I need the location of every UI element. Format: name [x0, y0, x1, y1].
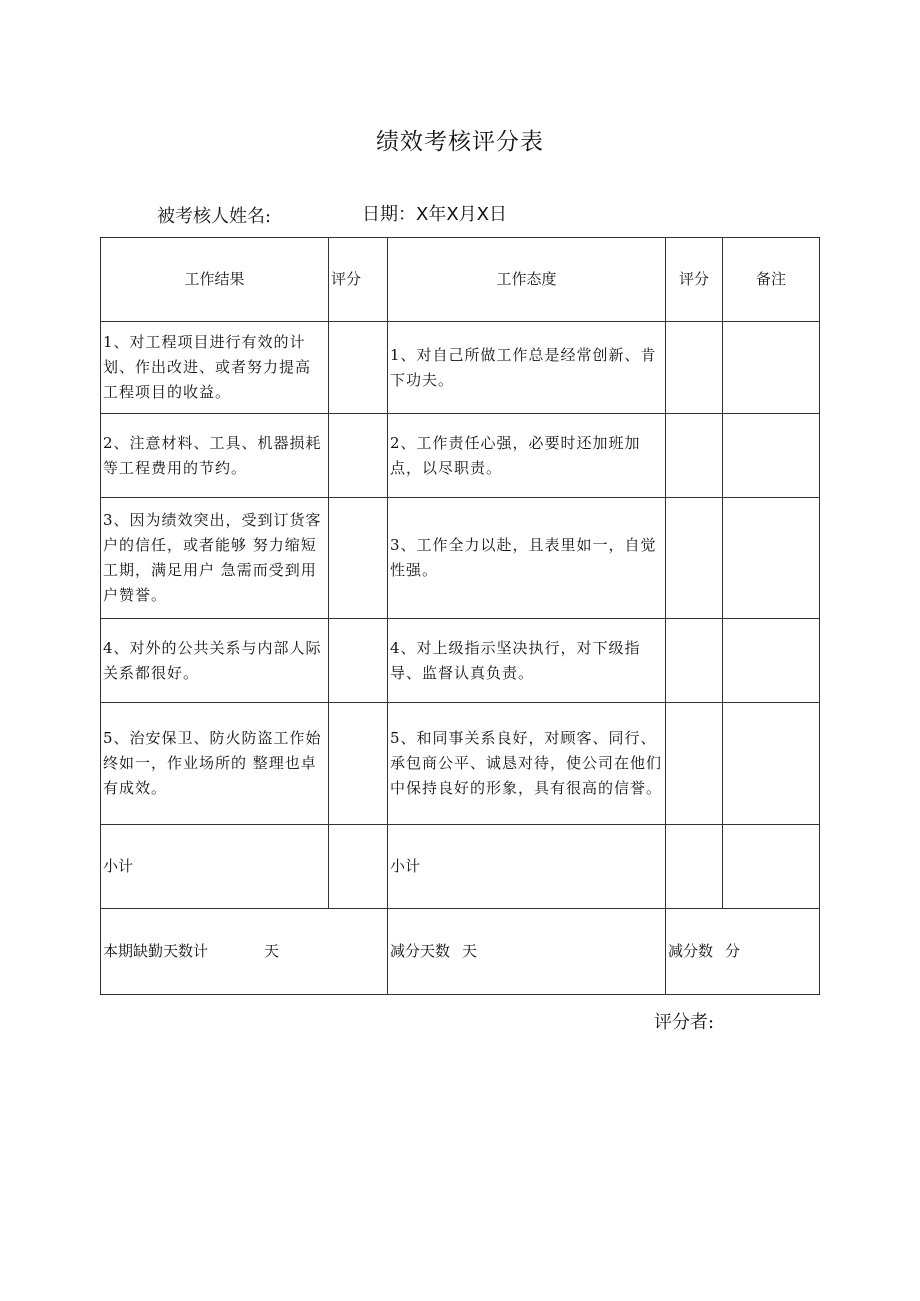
work-result-3: 3、因为绩效突出，受到订货客户的信任，或者能够 努力缩短工期，满足用户 急需而受到用户赞誉。 — [101, 498, 329, 619]
work-attitude-1: 1、对自己所做工作总是经常创新、肯下功夫。 — [388, 322, 666, 414]
work-result-2: 2、注意材料、工具、机器损耗等工程费用的节约。 — [101, 414, 329, 498]
header-work-result: 工作结果 — [101, 238, 329, 322]
score-cell-attitude-2[interactable] — [666, 414, 723, 498]
deduct-score-unit: 分 — [725, 942, 741, 960]
table-row — [101, 703, 820, 825]
subtotal-row — [101, 825, 820, 909]
date-field — [362, 200, 507, 226]
table-row — [101, 498, 820, 619]
subtotal-right-label: 小计 — [388, 825, 666, 909]
table-row — [101, 619, 820, 703]
remarks-cell-4[interactable] — [723, 619, 820, 703]
table-row — [101, 414, 820, 498]
header-score-1: 评分 — [329, 238, 388, 322]
subtotal-remarks[interactable] — [723, 825, 820, 909]
score-cell-attitude-1[interactable] — [666, 322, 723, 414]
absence-days-label: 本期缺勤天数计 — [103, 942, 209, 960]
score-cell-result-5[interactable] — [329, 703, 388, 825]
score-cell-attitude-4[interactable] — [666, 619, 723, 703]
scorer-label: 评分者: — [654, 1012, 715, 1033]
date-label: 日期： — [362, 204, 416, 225]
table-header-row — [101, 238, 820, 322]
work-result-4: 4、对外的公共关系与内部人际关系都很好。 — [101, 619, 329, 703]
deduct-score-label: 减分数 — [668, 942, 714, 960]
date-value: X年X月X日 — [416, 204, 507, 225]
absence-days-cell[interactable] — [101, 909, 388, 995]
score-cell-result-1[interactable] — [329, 322, 388, 414]
score-cell-attitude-3[interactable] — [666, 498, 723, 619]
absence-row — [101, 909, 820, 995]
absence-days-unit: 天 — [264, 942, 280, 960]
deduct-days-unit: 天 — [462, 942, 478, 960]
header-score-2: 评分 — [666, 238, 723, 322]
score-cell-attitude-5[interactable] — [666, 703, 723, 825]
remarks-cell-1[interactable] — [723, 322, 820, 414]
remarks-cell-3[interactable] — [723, 498, 820, 619]
work-attitude-4: 4、对上级指示坚决执行，对下级指导、监督认真负责。 — [388, 619, 666, 703]
remarks-cell-2[interactable] — [723, 414, 820, 498]
header-remarks: 备注 — [723, 238, 820, 322]
subtotal-right-score[interactable] — [666, 825, 723, 909]
work-attitude-5: 5、和同事关系良好，对顾客、同行、承包商公平、诚恳对待，使公司在他们中保持良好的形象，具有很高的信誉。 — [388, 703, 666, 825]
score-cell-result-2[interactable] — [329, 414, 388, 498]
work-result-5: 5、治安保卫、防火防盗工作始终如一，作业场所的 整理也卓有成效。 — [101, 703, 329, 825]
deduct-days-cell[interactable] — [388, 909, 666, 995]
score-cell-result-4[interactable] — [329, 619, 388, 703]
work-attitude-3: 3、工作全力以赴，且表里如一，自觉性强。 — [388, 498, 666, 619]
header-work-attitude: 工作态度 — [388, 238, 666, 322]
evaluation-table — [100, 237, 820, 995]
subtotal-left-label: 小计 — [101, 825, 329, 909]
score-cell-result-3[interactable] — [329, 498, 388, 619]
deduct-days-label: 减分天数 — [390, 942, 451, 960]
page-title: 绩效考核评分表 — [376, 129, 544, 155]
work-result-1: 1、对工程项目进行有效的计划、作出改进、或者努力提高工程项目的收益。 — [101, 322, 329, 414]
subtotal-left-score[interactable] — [329, 825, 388, 909]
remarks-cell-5[interactable] — [723, 703, 820, 825]
deduct-score-cell[interactable] — [666, 909, 820, 995]
employee-name-label: 被考核人姓名: — [157, 206, 272, 227]
work-attitude-2: 2、工作责任心强，必要时还加班加点，以尽职责。 — [388, 414, 666, 498]
table-row — [101, 322, 820, 414]
